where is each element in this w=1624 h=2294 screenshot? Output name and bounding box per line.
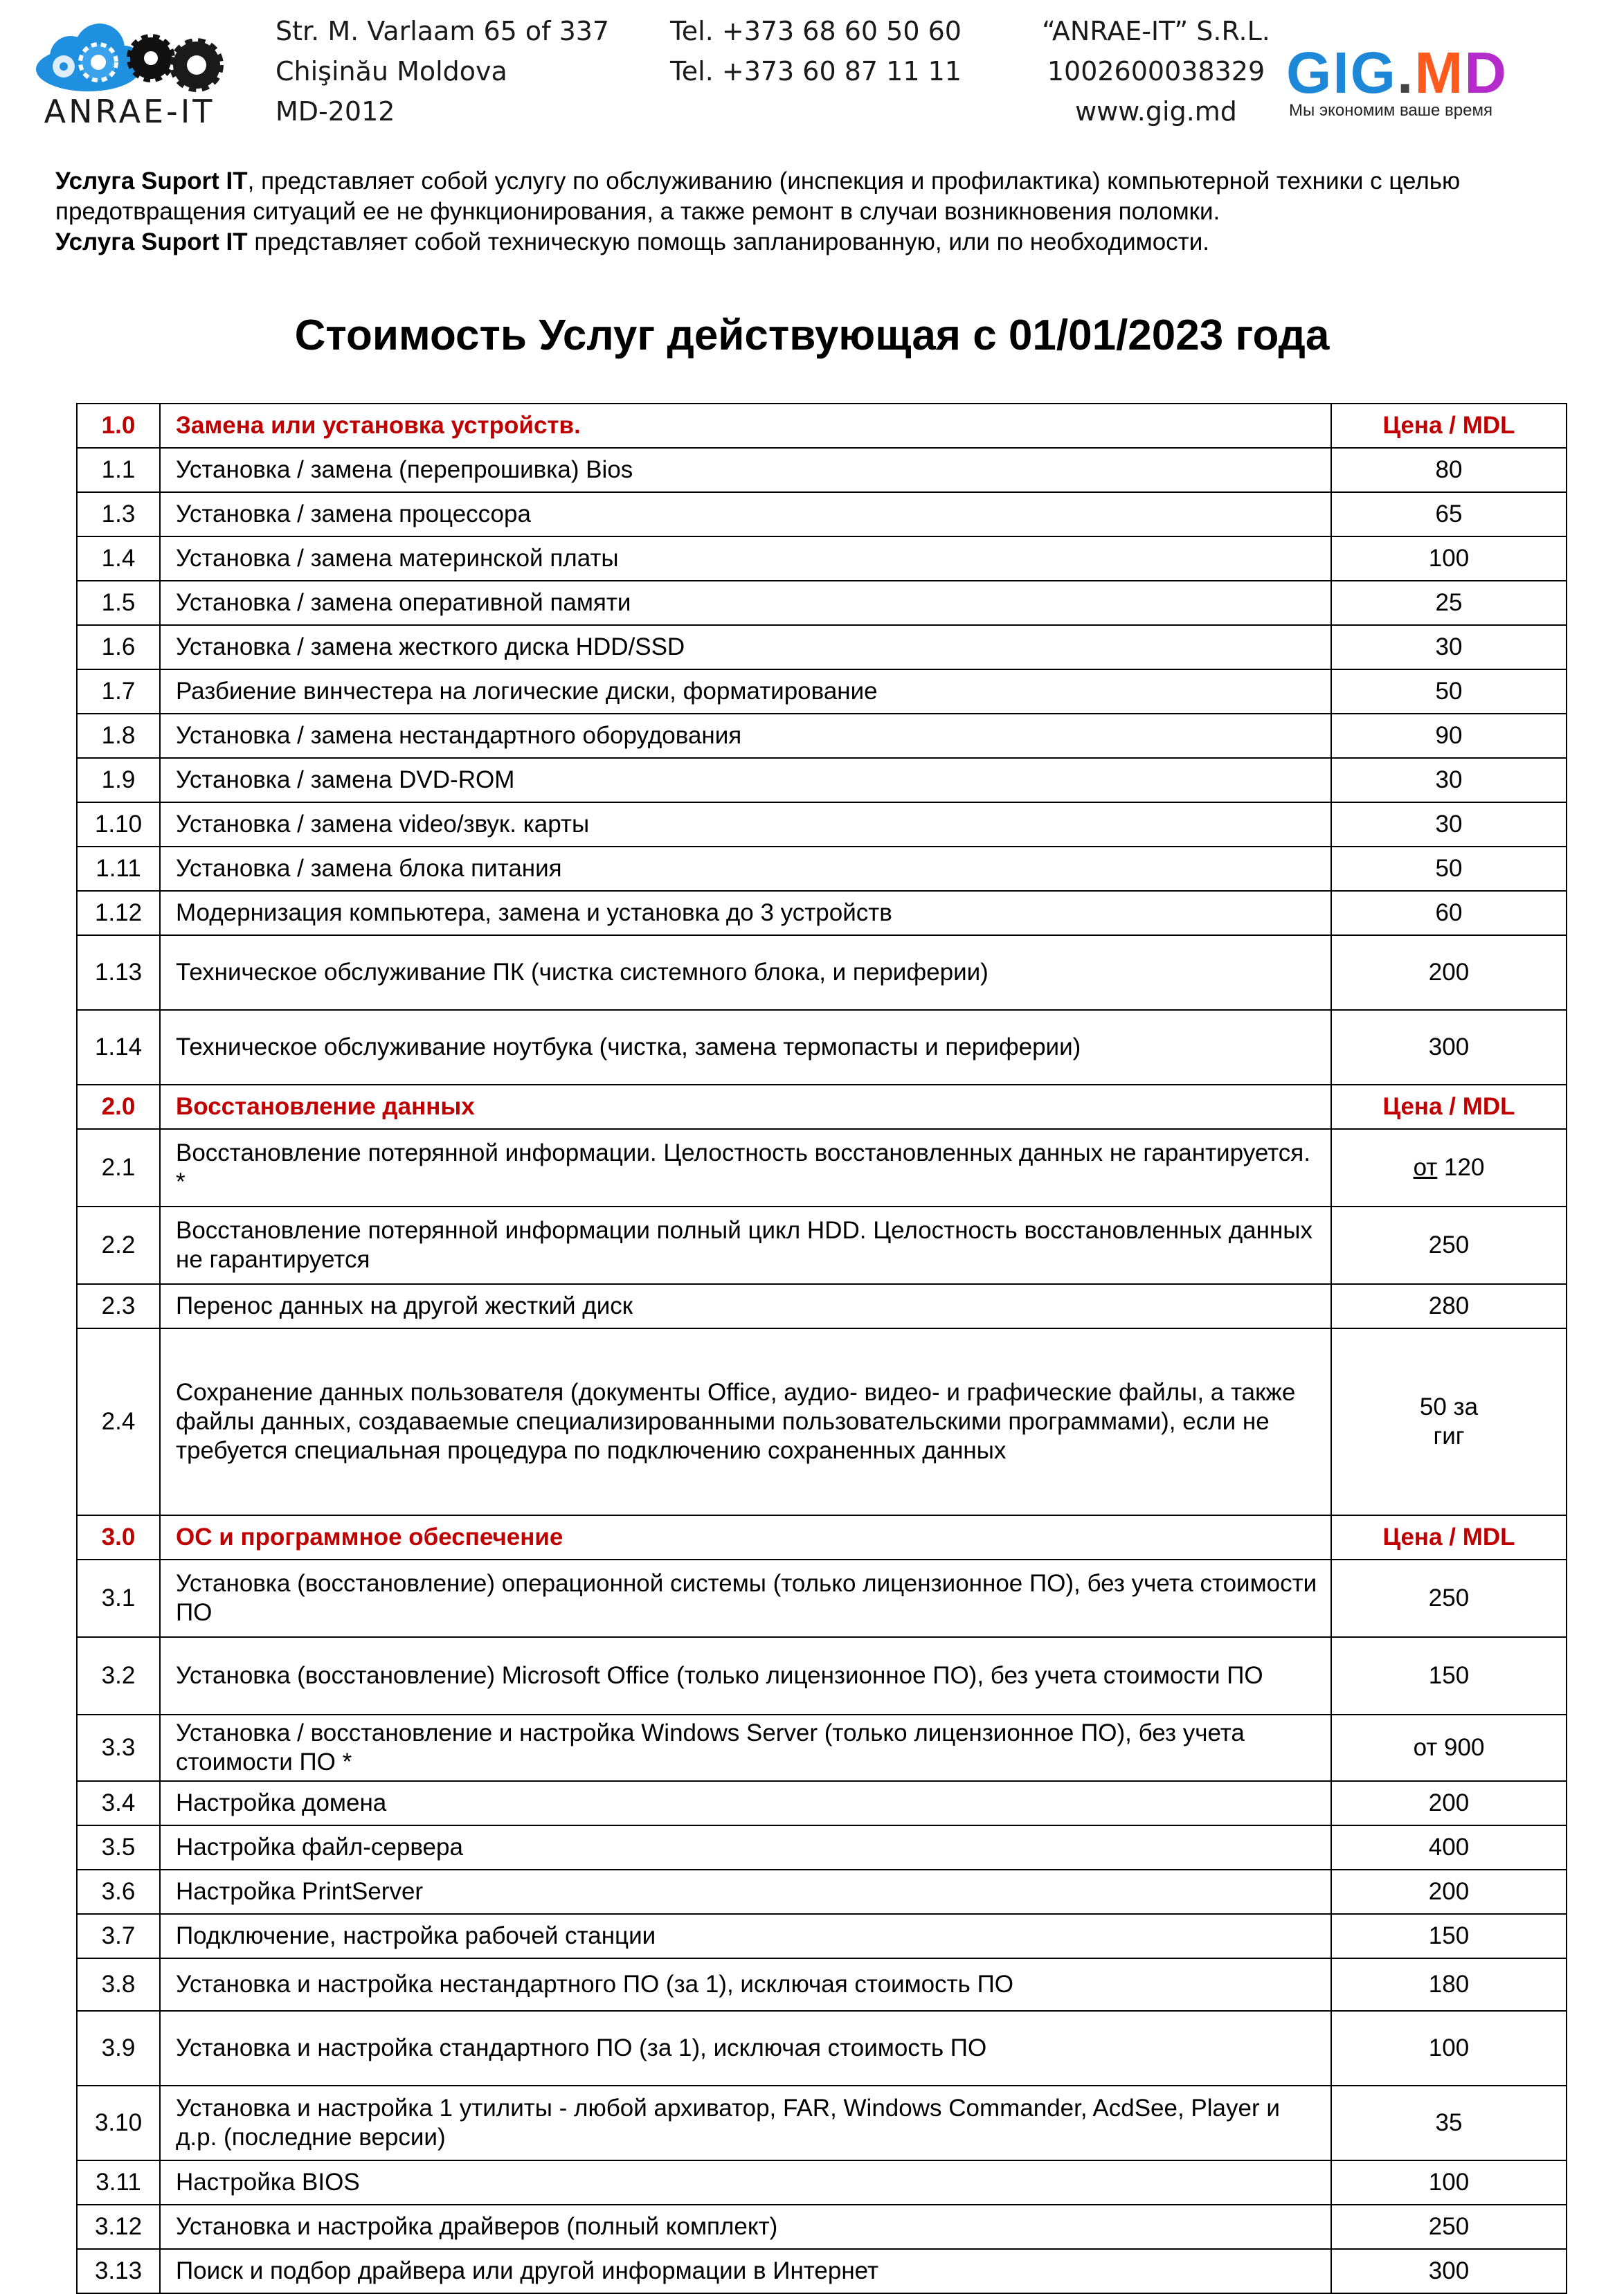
gig-md-logo-text [1286, 42, 1508, 104]
table-row [77, 891, 1567, 935]
row-number: 1.14 [77, 1010, 160, 1085]
service-description: Установка / замена оперативной памяти [160, 581, 1331, 625]
service-price: 280 [1331, 1284, 1567, 1328]
service-description: Установка / замена материнской платы [160, 536, 1331, 581]
gig-d: D [1464, 40, 1508, 105]
price-header: Цена / MDL [1331, 404, 1567, 448]
phone-line: Tel. +373 68 60 50 60 [670, 16, 962, 46]
service-price: 250 [1331, 1207, 1567, 1284]
table-row [77, 1914, 1567, 1958]
service-description: Настройка BIOS [160, 2160, 1331, 2205]
address-line: MD-2012 [276, 96, 395, 127]
table-row [77, 2011, 1567, 2086]
price-header: Цена / MDL [1331, 1085, 1567, 1129]
row-number: 1.9 [77, 758, 160, 802]
row-number: 3.0 [77, 1515, 160, 1560]
firm-idno: 1002600038329 [1047, 56, 1265, 87]
page-title: Стоимость Услуг действующая с 01/01/2023 года [294, 311, 1330, 359]
service-price: 30 [1331, 802, 1567, 847]
service-description: Настройка файл-сервера [160, 1825, 1331, 1870]
service-price: 180 [1331, 1958, 1567, 2011]
service-description: Установка / замена DVD-ROM [160, 758, 1331, 802]
table-row [77, 1870, 1567, 1914]
row-number: 1.0 [77, 404, 160, 448]
table-row [77, 847, 1567, 891]
service-price: 60 [1331, 891, 1567, 935]
firm-name: “ANRAE-IT” S.R.L. [1042, 16, 1270, 46]
row-number: 1.6 [77, 625, 160, 669]
row-number: 2.3 [77, 1284, 160, 1328]
section-header-row [77, 1085, 1567, 1129]
service-price: 150 [1331, 1637, 1567, 1715]
section-header-row [77, 1515, 1567, 1560]
section-header-row [77, 404, 1567, 448]
service-description: Подключение, настройка рабочей станции [160, 1914, 1331, 1958]
row-number: 3.13 [77, 2249, 160, 2293]
service-description: Установка и настройка стандартного ПО (за 1), исключая стоимость ПО [160, 2011, 1331, 2086]
row-number: 1.7 [77, 669, 160, 714]
row-number: 3.3 [77, 1715, 160, 1781]
service-price: 50 [1331, 847, 1567, 891]
phone-block [670, 11, 962, 91]
table-row [77, 1637, 1567, 1715]
table-row [77, 1958, 1567, 2011]
row-number: 3.10 [77, 2086, 160, 2160]
table-row [77, 1560, 1567, 1637]
row-number: 3.7 [77, 1914, 160, 1958]
anrae-it-logo [22, 21, 237, 132]
service-price: 150 [1331, 1914, 1567, 1958]
section-title: Восстановление данных [160, 1085, 1331, 1129]
table-row [77, 536, 1567, 581]
service-description: Восстановление потерянной информации полный цикл HDD. Целостность восстановленных данных не гарантируется [160, 1207, 1331, 1284]
row-number: 3.9 [77, 2011, 160, 2086]
service-price: 100 [1331, 536, 1567, 581]
service-price: 30 [1331, 758, 1567, 802]
service-price: 250 [1331, 1560, 1567, 1637]
service-price: 300 [1331, 1010, 1567, 1085]
cloud-gears-icon [22, 21, 237, 97]
table-row [77, 1715, 1567, 1781]
row-number: 1.13 [77, 935, 160, 1010]
row-number: 1.11 [77, 847, 160, 891]
row-number: 3.1 [77, 1560, 160, 1637]
row-number: 1.3 [77, 492, 160, 536]
table-row [77, 2160, 1567, 2205]
service-description: Установка (восстановление) операционной системы (только лицензионное ПО), без учета стоимости ПО [160, 1560, 1331, 1637]
table-row [77, 492, 1567, 536]
service-description: Установка и настройка драйверов (полный комплект) [160, 2205, 1331, 2249]
row-number: 2.4 [77, 1328, 160, 1515]
price-prefix: от [1413, 1154, 1438, 1181]
intro-text-span: , представляет собой услугу по обслуживанию (инспекция и профилактика) компьютерной техники с целью предотвращения ситуаций ее не функционирования, а также ремонт в случаи возникновения поломки. [55, 168, 1461, 225]
intro-paragraph [55, 166, 1564, 227]
row-number: 3.4 [77, 1781, 160, 1825]
service-description: Восстановление потерянной информации. Целостность восстановленных данных не гарантируется. * [160, 1129, 1331, 1207]
price-table [76, 403, 1567, 2294]
row-number: 3.8 [77, 1958, 160, 2011]
row-number: 3.5 [77, 1825, 160, 1870]
service-description: Разбиение винчестера на логические диски, форматирование [160, 669, 1331, 714]
service-description: Установка / замена video/звук. карты [160, 802, 1331, 847]
table-row [77, 802, 1567, 847]
service-price: 65 [1331, 492, 1567, 536]
service-price: 250 [1331, 2205, 1567, 2249]
service-price: 50 [1331, 669, 1567, 714]
gig-dot: . [1397, 40, 1415, 105]
service-price: 35 [1331, 2086, 1567, 2160]
table-row [77, 1328, 1567, 1515]
table-row [77, 714, 1567, 758]
service-description: Установка / замена (перепрошивка) Bios [160, 448, 1331, 492]
service-price [1331, 1129, 1567, 1207]
row-number: 1.12 [77, 891, 160, 935]
service-price: 300 [1331, 2249, 1567, 2293]
price-value: 120 [1444, 1154, 1485, 1181]
table-row [77, 1010, 1567, 1085]
service-description: Сохранение данных пользователя (документы Office, аудио- видео- и графические файлы, а также файлы данных, создаваемые специализированными пользовательскими программами), если не требуется специальная процедура по подключению сохраненных данных [160, 1328, 1331, 1515]
table-row [77, 1129, 1567, 1207]
service-description: Установка и настройка 1 утилиты - любой архиватор, FAR, Windows Commander, AcdSee, Player и д.р. (последние версии) [160, 2086, 1331, 2160]
row-number: 1.5 [77, 581, 160, 625]
service-description: Настройка домена [160, 1781, 1331, 1825]
service-description: Техническое обслуживание ПК (чистка системного блока, и периферии) [160, 935, 1331, 1010]
service-price: 100 [1331, 2160, 1567, 2205]
table-row [77, 2205, 1567, 2249]
row-number: 2.1 [77, 1129, 160, 1207]
table-row [77, 448, 1567, 492]
service-price: 200 [1331, 1870, 1567, 1914]
letterhead [0, 0, 1624, 138]
gig-md-logo [1286, 42, 1563, 125]
table-row [77, 758, 1567, 802]
service-description: Настройка PrintServer [160, 1870, 1331, 1914]
gig-slogan: Мы экономим ваше время [1289, 101, 1492, 120]
service-description: Перенос данных на другой жесткий диск [160, 1284, 1331, 1328]
row-number: 1.4 [77, 536, 160, 581]
service-price: 400 [1331, 1825, 1567, 1870]
section-title: ОС и программное обеспечение [160, 1515, 1331, 1560]
service-price: 100 [1331, 2011, 1567, 2086]
service-description: Установка / замена жесткого диска HDD/SSD [160, 625, 1331, 669]
service-price: 25 [1331, 581, 1567, 625]
table-row [77, 1284, 1567, 1328]
table-row [77, 1825, 1567, 1870]
address-line: Str. M. Varlaam 65 of 337 [276, 16, 610, 46]
service-description: Установка / восстановление и настройка Windows Server (только лицензионное ПО), без учета стоимости ПО * [160, 1715, 1331, 1781]
table-row [77, 625, 1567, 669]
row-number: 3.12 [77, 2205, 160, 2249]
row-number: 3.2 [77, 1637, 160, 1715]
service-description: Установка и настройка нестандартного ПО (за 1), исключая стоимость ПО [160, 1958, 1331, 2011]
address-line: Chişinău Moldova [276, 56, 507, 87]
service-description: Установка / замена блока питания [160, 847, 1331, 891]
anrae-it-logo-text: ANRAE-IT [44, 93, 215, 130]
table-row [77, 2086, 1567, 2160]
service-price: 90 [1331, 714, 1567, 758]
phone-line: Tel. +373 60 87 11 11 [670, 56, 962, 87]
table-row [77, 2249, 1567, 2293]
service-price: 80 [1331, 448, 1567, 492]
price-header: Цена / MDL [1331, 1515, 1567, 1560]
row-number: 3.6 [77, 1870, 160, 1914]
service-price: 200 [1331, 1781, 1567, 1825]
table-row [77, 935, 1567, 1010]
table-row [77, 1781, 1567, 1825]
firm-block [1018, 11, 1294, 132]
row-number: 1.1 [77, 448, 160, 492]
firm-website: www.gig.md [1075, 96, 1237, 127]
gig-part: GIG [1286, 40, 1398, 105]
table-row [77, 581, 1567, 625]
service-price: 30 [1331, 625, 1567, 669]
row-number: 1.10 [77, 802, 160, 847]
intro-bold: Услуга Suport IT [55, 228, 248, 255]
service-description: Поиск и подбор драйвера или другой информации в Интернет [160, 2249, 1331, 2293]
service-price: 200 [1331, 935, 1567, 1010]
table-row [77, 669, 1567, 714]
table-row [77, 1207, 1567, 1284]
service-description: Техническое обслуживание ноутбука (чистка, замена термопасты и периферии) [160, 1010, 1331, 1085]
service-price: 50 за гиг [1331, 1328, 1567, 1515]
row-number: 2.2 [77, 1207, 160, 1284]
service-price: от 900 [1331, 1715, 1567, 1781]
service-description: Установка / замена нестандартного оборудования [160, 714, 1331, 758]
intro-text [55, 166, 1564, 258]
gig-m: M [1414, 40, 1465, 105]
row-number: 1.8 [77, 714, 160, 758]
intro-bold: Услуга Suport IT [55, 168, 248, 195]
intro-paragraph [55, 227, 1564, 258]
intro-text-span: представляет собой техническую помощь запланированную, или по необходимости. [247, 228, 1209, 255]
price-table-body [77, 404, 1567, 2293]
service-description: Модернизация компьютера, замена и установка до 3 устройств [160, 891, 1331, 935]
row-number: 2.0 [77, 1085, 160, 1129]
address-block [276, 11, 609, 132]
service-description: Установка (восстановление) Microsoft Office (только лицензионное ПО), без учета стоимости ПО [160, 1637, 1331, 1715]
service-description: Установка / замена процессора [160, 492, 1331, 536]
row-number: 3.11 [77, 2160, 160, 2205]
section-title: Замена или установка устройств. [160, 404, 1331, 448]
